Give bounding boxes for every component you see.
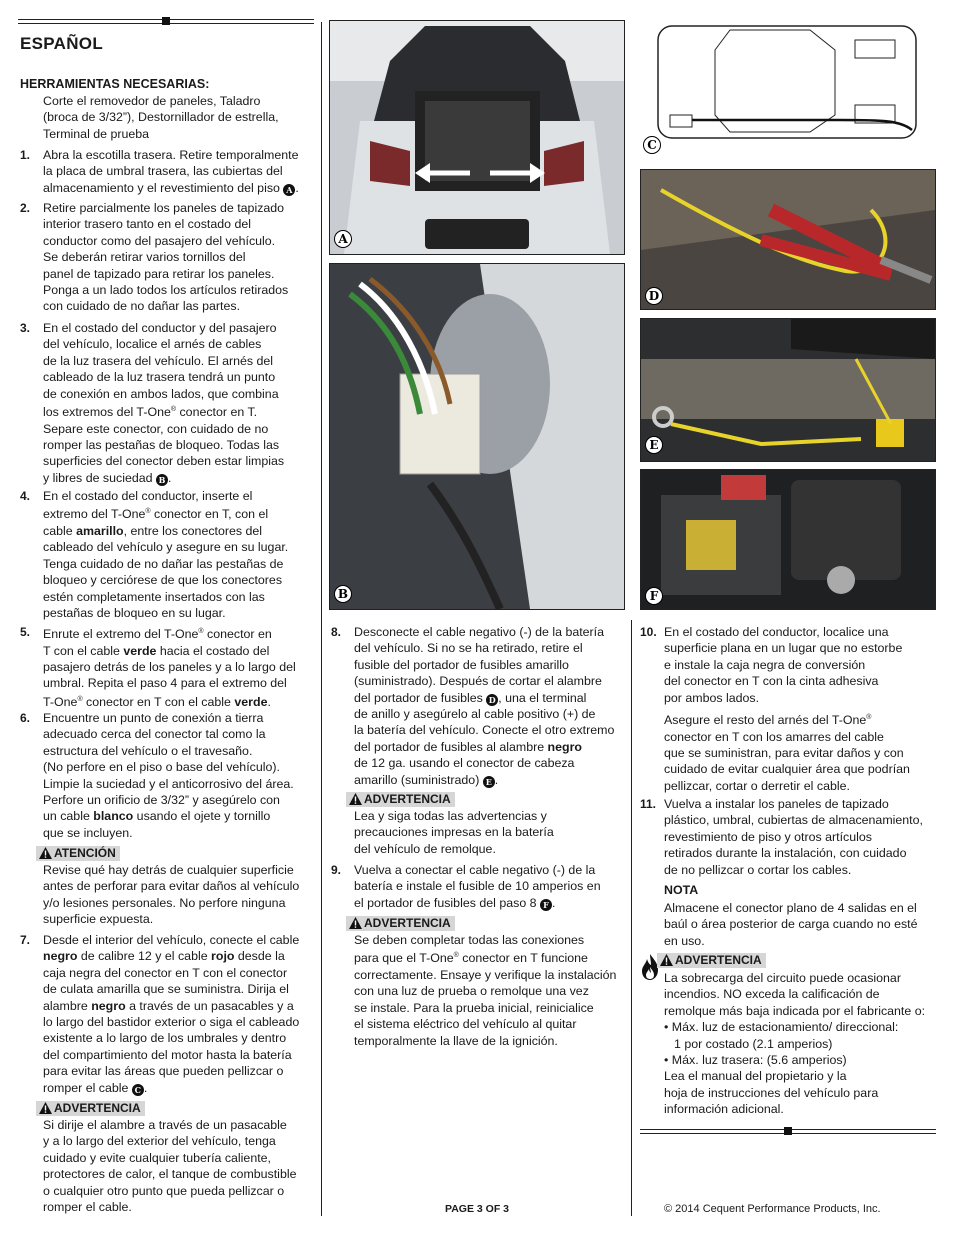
step-2-text: Retire parcialmente los paneles de tapizado interior trasero tanto en el costado del conductor como del pasajero del vehículo. Se deberán retirar varios tornillos del panel de tapizado para retirar los paneles. Ponga a un lado todos los artículos retirados con cuidado de no dañar las partes. [43, 201, 289, 314]
figure-d-photo [640, 169, 936, 310]
advertencia-8-text: Lea y siga todas las advertencias y precauciones impresas en la batería del vehículo de remolque. [354, 809, 554, 856]
figure-ref-f-icon: F [540, 899, 552, 911]
top-rule-marker [162, 17, 170, 25]
step-number: 9. [331, 863, 342, 877]
figure-d-label: D [645, 287, 663, 305]
warning-triangle-icon [39, 847, 52, 859]
step-number: 1. [20, 148, 31, 162]
step-9-text: Vuelva a conectar el cable negativo (-) de la batería e instale el fusible de 10 amperios en el portador de fusibles del paso 8 F . [354, 863, 601, 910]
step-8-text: Desconecte el cable negativo (-) de la batería del vehículo. Si no se ha retirado, retire el fusible del portador de fusibles amarillo (suministrado). Después de cortar el alambre del portador de fusibles D , una el terminal de anillo y asegúrelo al cable positivo (+) de la batería del vehículo. Conecte el otro extremo del portador de fusibles al alambre negro de 12 ga. usando el conector de cabeza amarillo (suministrado) E . [354, 625, 615, 787]
step-10-extra-text: Asegure el resto del arnés del T-One® conector en T con los amarres del cable que se suministran, para evitar daños y con cuidado de evitar cualquier área que podrían pellizcar, cortar o derretir el cable. [664, 713, 910, 793]
step-number: 5. [20, 625, 31, 639]
step-number: 6. [20, 711, 31, 725]
copyright: © 2014 Cequent Performance Products, Inc. [664, 1203, 881, 1215]
warning-triangle-icon [349, 793, 362, 805]
advertencia-fire-text: La sobrecarga del circuito puede ocasionar incendios. NO exceda la calificación de remolque más baja indicada por el fabricante o: • Máx. luz de estacionamiento/ direccional: 1 por costado (2.1 amperios) • Máx. luz trasera: (5.6 amperios) Lea el manual del propietario y la hoja de instrucciones del vehículo para información adicional. [664, 971, 926, 1117]
figure-ref-e-icon: E [483, 776, 495, 788]
nota-text: Almacene el conector plano de 4 salidas en el baúl o área posterior de carga cuando no esté en uso. [664, 901, 918, 948]
advertencia-fire-label: ADVERTENCIA [657, 953, 766, 968]
step-number: 2. [20, 201, 31, 215]
step-7-text: Desde el interior del vehículo, conecte el cable negro de calibre 12 y el cable rojo desde la caja negra del conector en T con el conector de culata amarilla que se suministra. Dirija el alambre negro a través de un pasacables y a lo largo del bastidor exterior o siga el cableado existente a lo largo de los umbrales y dentro del compartimiento del motor hasta la batería para evitar las áreas que pueden pellizcar o romper el cable C . [43, 933, 300, 1095]
step-5-text: Enrute el extremo del T-One® conector en T con el cable verde hacia el costado del pasajero detrás de los paneles y a lo largo del umbral. Repita el paso 4 para el extremo del T-One® conector en T con el cable verde. [43, 627, 296, 709]
step-4-text: En el costado del conductor, inserte el extremo del T-One® conector en T, con el cable amarillo, entre los conectores del cableado del vehículo y asegure en su lugar. Tenga cuidado de no dañar las pestañas de bloqueo y cerciórese de que los conectores estén completamente insertados con las pestañas de bloqueo en su lugar. [43, 489, 289, 620]
figure-b-photo [329, 263, 625, 610]
figure-ref-c-icon: C [132, 1084, 144, 1096]
nota-heading: NOTA [664, 883, 699, 897]
step-number: 3. [20, 321, 31, 335]
advertencia-label: ADVERTENCIA [346, 916, 455, 931]
warning-triangle-icon [349, 917, 362, 929]
figure-ref-d-icon: D [486, 694, 498, 706]
figure-e-photo [640, 318, 936, 462]
advertencia-label: ADVERTENCIA [346, 792, 455, 807]
figure-ref-b-icon: B [156, 474, 168, 486]
bottom-rule-marker [784, 1127, 792, 1135]
step-6-text: Encuentre un punto de conexión a tierra adecuado cerca del conector tal como la estructura del vehículo o el travesaño. (No perfore en el piso o base del vehículo). Limpie la suciedad y el anticorrosivo del área. Perfore un orificio de 3/32” y asegúrelo con un cable blanco usando el ojete y tornillo que se incluyen. [43, 711, 294, 840]
column-divider-right [631, 620, 632, 1216]
figure-b-label: B [334, 585, 352, 603]
step-number: 10. [640, 625, 657, 639]
figure-c-diagram [640, 20, 934, 160]
atencion-label: ATENCIÓN [36, 846, 120, 861]
step-11-text: Vuelva a instalar los paneles de tapizado plástico, umbral, cubiertas de almacenamiento, revestimiento de piso y otros artículos retirados durante la instalación, con cuidado de no pellizcar o cortar los cables. [664, 797, 923, 877]
figure-a-photo [329, 20, 625, 255]
atencion-text: Revise qué hay detrás de cualquier superficie antes de perforar para evitar daños al vehículo y/o lesiones personales. No perfore ninguna superficie expuesta. [43, 863, 300, 927]
step-number: 7. [20, 933, 31, 947]
figure-f-photo [640, 469, 936, 610]
figure-ref-a-icon: A [283, 184, 295, 196]
step-1-text: Abra la escotilla trasera. Retire temporalmente la placa de umbral trasera, las cubiertas del almacenamiento y el revestimiento del piso A . [43, 148, 299, 195]
tools-text: Corte el removedor de paneles, Taladro (broca de 3/32”), Destornillador de estrella, Terminal de prueba [43, 94, 279, 141]
tools-heading: HERRAMIENTAS NECESARIAS: [20, 77, 210, 91]
step-number: 8. [331, 625, 342, 639]
column-divider-left [321, 22, 322, 1216]
step-3-text: En el costado del conductor y del pasajero del vehículo, localice el arnés de cables de la luz trasera del vehículo. El arnés del cableado de la luz trasera tendrá un punto de conexión en ambos lados, que combina los extremos del T-One® conector en T. Separe este conector, con cuidado de no romper las pestañas de bloqueo. Todas las superficies del conector deben estar limpias y libres de suciedad B . [43, 321, 285, 485]
warning-triangle-icon [660, 954, 673, 966]
advertencia-label: ADVERTENCIA [36, 1101, 145, 1116]
figure-c-label: C [643, 136, 661, 154]
figure-f-label: F [645, 587, 663, 605]
advertencia-7-text: Si dirije el alambre a través de un pasacable y a lo largo del exterior del vehículo, tenga cuidado y evite cualquier tubería caliente, protectores de calor, el tanque de combustible o cualquier otro punto que pueda pellizcar o romper el cable. [43, 1118, 297, 1215]
step-number: 4. [20, 489, 31, 503]
step-number: 11. [640, 797, 657, 811]
figure-a-label: A [334, 230, 352, 248]
warning-triangle-icon [39, 1102, 52, 1114]
figure-e-label: E [645, 436, 663, 454]
page-title: ESPAÑOL [20, 34, 104, 53]
advertencia-9-text: Se deben completar todas las conexiones para que el T-One® conector en T funcione correctamente. Ensaye y verifique la instalación con una luz de prueba o remolque una vez se instale. Para la prueba inicial, reinicialice el sistema eléctrico del vehículo al quitar temporalmente la llave de la ignición. [354, 933, 617, 1048]
step-10-text: En el costado del conductor, localice una superficie plana en un lugar que no estorbe e instale la caja negra de conversión del conector en T con la cinta adhesiva por ambos lados. [664, 625, 903, 705]
page-number: PAGE 3 OF 3 [445, 1203, 509, 1215]
